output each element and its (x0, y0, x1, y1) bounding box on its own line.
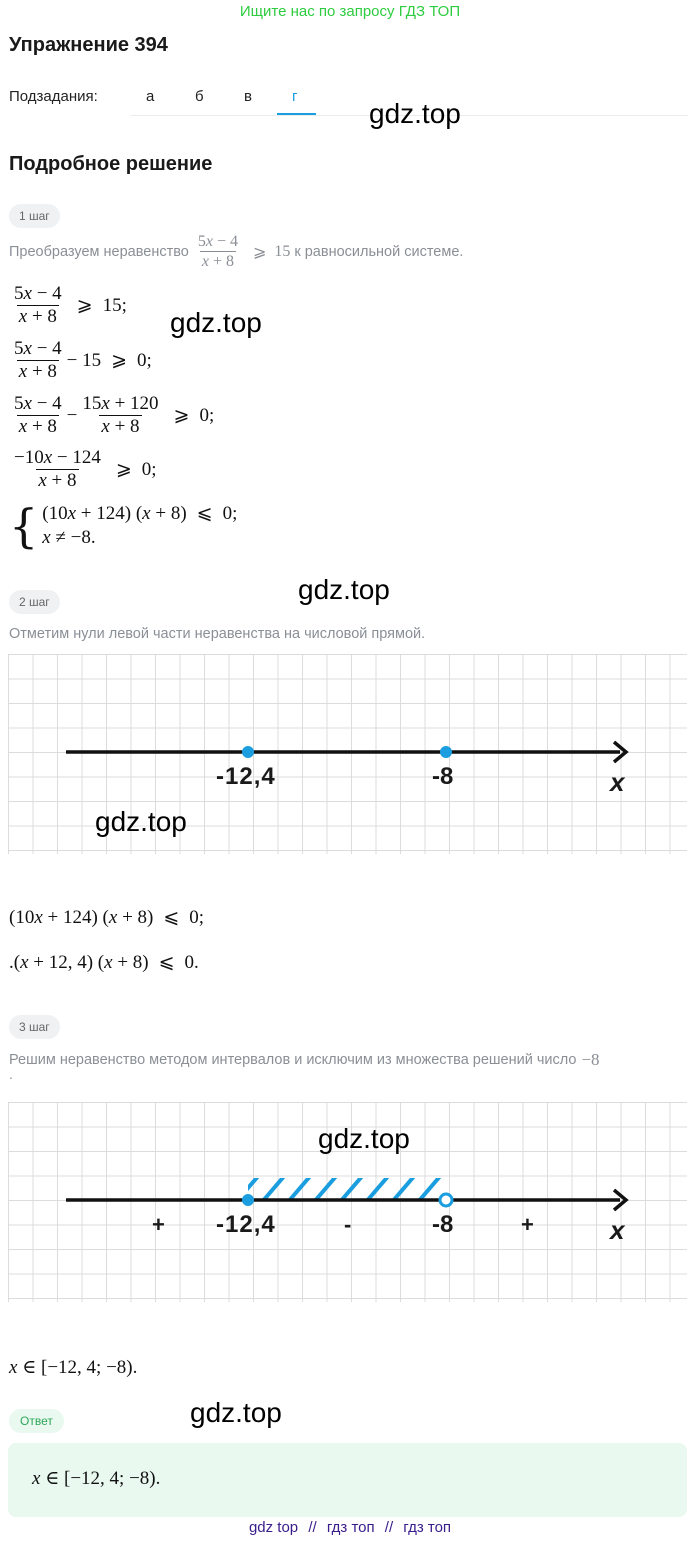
watermark: gdz.top (190, 1397, 282, 1428)
math-system: { (10x + 124) (x + 8) ⩽ 0; x ≠ −8. (9, 499, 238, 553)
label-point-a: -12,4 (216, 1211, 276, 1238)
step-3-text: Решим неравенство методом интервалов и исключим из множества решений число (9, 1052, 577, 1068)
math-line-4: $\frac{-10x - 124}{x + 8}$ ⩾ 0; (14, 447, 157, 491)
solution-hatch (236, 1174, 468, 1202)
sign-middle: - (344, 1212, 352, 1237)
label-point-b: -8 (432, 1211, 454, 1238)
label-point-b: -8 (432, 763, 454, 790)
sign-left: + (152, 1212, 165, 1237)
math-line-2: $\frac{5x - 4}{x + 8}$ − 15 ⩾ 0; (14, 338, 152, 382)
step-1-inline-math: $\frac{5x - 4}{x + 8}$ ⩾ 15 (197, 233, 291, 270)
tab-active-underline (277, 113, 316, 115)
step-1-text-after: к равносильной системе. (294, 243, 464, 260)
watermark: gdz.top (298, 574, 390, 605)
point-b-open (440, 1194, 452, 1206)
footer-links (0, 1519, 700, 1536)
watermark: gdz.top (369, 98, 461, 129)
subtasks-label: Подзадания: (9, 88, 98, 105)
step-3-badge: 3 шаг (9, 1015, 60, 1039)
footer-link-1[interactable]: gdz top (248, 1519, 299, 1536)
answer-badge: Ответ (9, 1409, 64, 1433)
answer-box (8, 1443, 687, 1517)
step-3-description (9, 1050, 600, 1070)
watermark: gdz.top (318, 1123, 410, 1154)
sign-right: + (521, 1212, 534, 1237)
watermark: gdz.top (95, 806, 187, 837)
point-a (242, 746, 254, 758)
footer-separator: // (308, 1519, 317, 1536)
label-point-a: -12,4 (216, 763, 276, 790)
math-line-5: (10x + 124) (x + 8) ⩽ 0; (9, 907, 205, 928)
answer-math: x ∈ [−12, 4; −8). (32, 1468, 161, 1489)
point-b (440, 746, 452, 758)
axis-label-x: x (610, 767, 625, 797)
watermark: gdz.top (170, 307, 262, 338)
step-1-description (9, 232, 463, 271)
step-1-badge: 1 шаг (9, 204, 60, 228)
math-line-6: .(x + 12, 4) (x + 8) ⩽ 0. (9, 952, 199, 973)
step-3-period: . (9, 1066, 13, 1082)
tab-a[interactable]: а (146, 88, 155, 105)
section-title: Подробное решение (9, 153, 213, 175)
number-line-figure-1 (8, 654, 687, 854)
tab-v[interactable]: в (244, 88, 252, 105)
tab-b[interactable]: б (195, 88, 204, 105)
step-2-description: Отметим нули левой части неравенства на числовой прямой. (9, 626, 426, 642)
step-2-badge: 2 шаг (9, 590, 60, 614)
axis-label-x: x (610, 1215, 625, 1245)
top-banner[interactable]: Ищите нас по запросу ГДЗ ТОП (239, 3, 461, 20)
footer-separator: // (384, 1519, 394, 1536)
footer-link-2[interactable]: гдз топ (326, 1519, 375, 1536)
math-line-3: $\frac{5x - 4}{x + 8}$ − $\frac{15x + 120}{x + 8}$ ⩾ 0; (14, 393, 215, 437)
math-result: x ∈ [−12, 4; −8). (9, 1357, 138, 1378)
footer-link-3[interactable]: гдз топ (403, 1519, 452, 1536)
tab-g[interactable]: г (292, 88, 298, 105)
step-1-text-before: Преобразуем неравенство (9, 243, 189, 260)
step-3-inline-math: −8 (581, 1050, 600, 1069)
math-line-1: $\frac{5x - 4}{x + 8}$ ⩾ 15; (14, 283, 127, 327)
point-a-filled (242, 1194, 254, 1206)
page-title: Упражнение 394 (9, 34, 168, 56)
number-line-figure-2 (8, 1102, 687, 1302)
